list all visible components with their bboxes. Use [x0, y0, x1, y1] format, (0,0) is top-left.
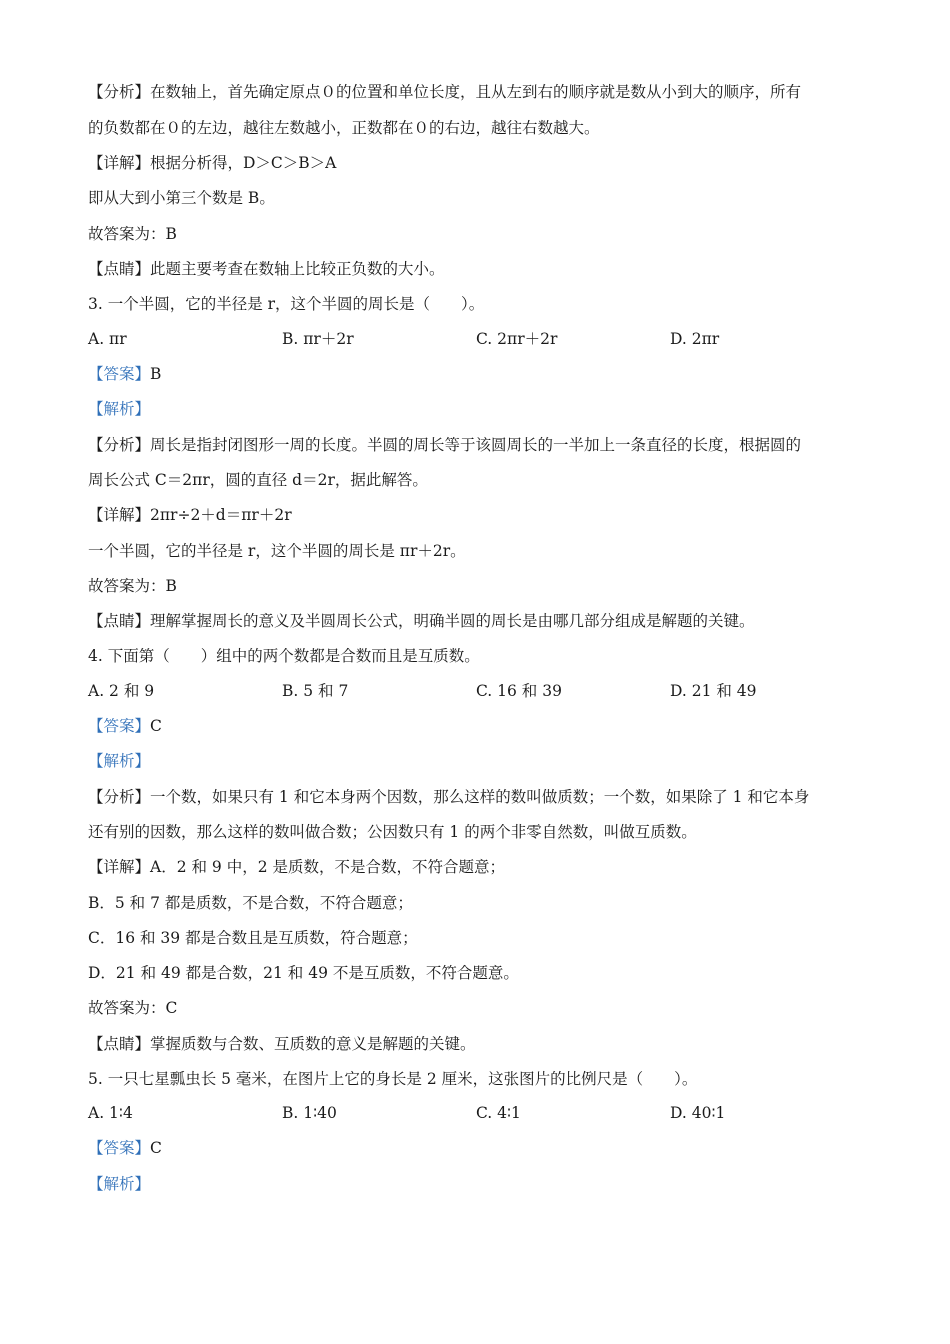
q5-answer [88, 1138, 162, 1158]
q5-explain-label: 【解析】 [88, 1175, 151, 1193]
q4-stem: 4. 下面第（ ）组中的两个数都是合数而且是互质数。 [88, 647, 480, 665]
q4-explain-label: 【解析】 [88, 752, 151, 770]
q2-detail: 【详解】根据分析得，D＞C＞B＞A [88, 154, 337, 172]
q4-analysis-line-2: 还有别的因数，那么这样的数叫做合数；公因数只有 1 的两个非零自然数，叫做互质数。 [88, 823, 697, 841]
q3-answer-line: 故答案为：B [88, 577, 177, 595]
q4-option-c: C. 16 和 39 [476, 682, 562, 700]
q3-option-d: D. 2πr [670, 330, 720, 348]
q2-answer-line: 故答案为：B [88, 225, 177, 243]
q4-comment: 【点睛】掌握质数与合数、互质数的意义是解题的关键。 [88, 1035, 476, 1053]
q5-option-d: D. 40∶1 [670, 1104, 726, 1122]
q4-option-b: B. 5 和 7 [282, 682, 349, 700]
q4-answer-label: 【答案】 [88, 717, 151, 735]
q4-answer [88, 716, 162, 736]
q5-option-a: A. 1∶4 [88, 1104, 133, 1122]
q3-explain-label: 【解析】 [88, 400, 151, 418]
q3-stem: 3. 一个半圆，它的半径是 r，这个半圆的周长是（ ）。 [88, 295, 485, 313]
q4-answer-value: C [150, 717, 162, 735]
q2-analysis-line-2: 的负数都在０的左边，越往左数越小，正数都在０的右边，越往右数越大。 [88, 119, 600, 137]
q3-answer [88, 364, 161, 384]
q4-detail-d: D．21 和 49 都是合数，21 和 49 不是互质数，不符合题意。 [88, 964, 519, 982]
q3-option-c: C. 2πr＋2r [476, 330, 558, 348]
q4-option-d: D. 21 和 49 [670, 682, 757, 700]
q3-analysis-line-2: 周长公式 C＝2πr，圆的直径 d＝2r，据此解答。 [88, 471, 428, 489]
q4-detail-b: B．5 和 7 都是质数，不是合数，不符合题意； [88, 894, 413, 912]
q3-option-a: A. πr [88, 330, 127, 348]
q3-detail: 【详解】2πr÷2＋d＝πr＋2r [88, 506, 292, 524]
q5-stem: 5. 一只七星瓢虫长 5 毫米，在图片上它的身长是 2 厘米，这张图片的比例尺是（ ）。 [88, 1070, 698, 1088]
q3-answer-value: B [150, 365, 162, 383]
q5-answer-label: 【答案】 [88, 1139, 151, 1157]
q5-answer-value: C [150, 1139, 162, 1157]
q2-comment: 【点睛】此题主要考查在数轴上比较正负数的大小。 [88, 260, 445, 278]
q2-analysis-line-1: 【分析】在数轴上，首先确定原点０的位置和单位长度，且从左到右的顺序就是数从小到大的顺序，所有 [88, 83, 802, 101]
q5-option-b: B. 1∶40 [282, 1104, 337, 1122]
q4-detail-c: C．16 和 39 都是合数且是互质数，符合题意； [88, 929, 418, 947]
q3-comment: 【点睛】理解掌握周长的意义及半圆周长公式，明确半圆的周长是由哪几部分组成是解题的关键。 [88, 612, 755, 630]
q3-detail-2: 一个半圆，它的半径是 r，这个半圆的周长是 πr＋2r。 [88, 542, 466, 560]
q3-answer-label: 【答案】 [88, 365, 151, 383]
q3-analysis-line-1: 【分析】周长是指封闭图形一周的长度。半圆的周长等于该圆周长的一半加上一条直径的长度，根据圆的 [88, 436, 802, 454]
q2-detail-2: 即从大到小第三个数是 B。 [88, 189, 275, 207]
q4-option-a: A. 2 和 9 [88, 682, 155, 700]
q4-answer-line: 故答案为：C [88, 999, 178, 1017]
q4-analysis-line-1: 【分析】一个数，如果只有 1 和它本身两个因数，那么这样的数叫做质数；一个数，如果除了 1 和它本身 [88, 788, 810, 806]
q3-option-b: B. πr＋2r [282, 330, 354, 348]
q5-option-c: C. 4∶1 [476, 1104, 521, 1122]
q4-detail-a: 【详解】A．2 和 9 中，2 是质数，不是合数，不符合题意； [88, 858, 505, 876]
